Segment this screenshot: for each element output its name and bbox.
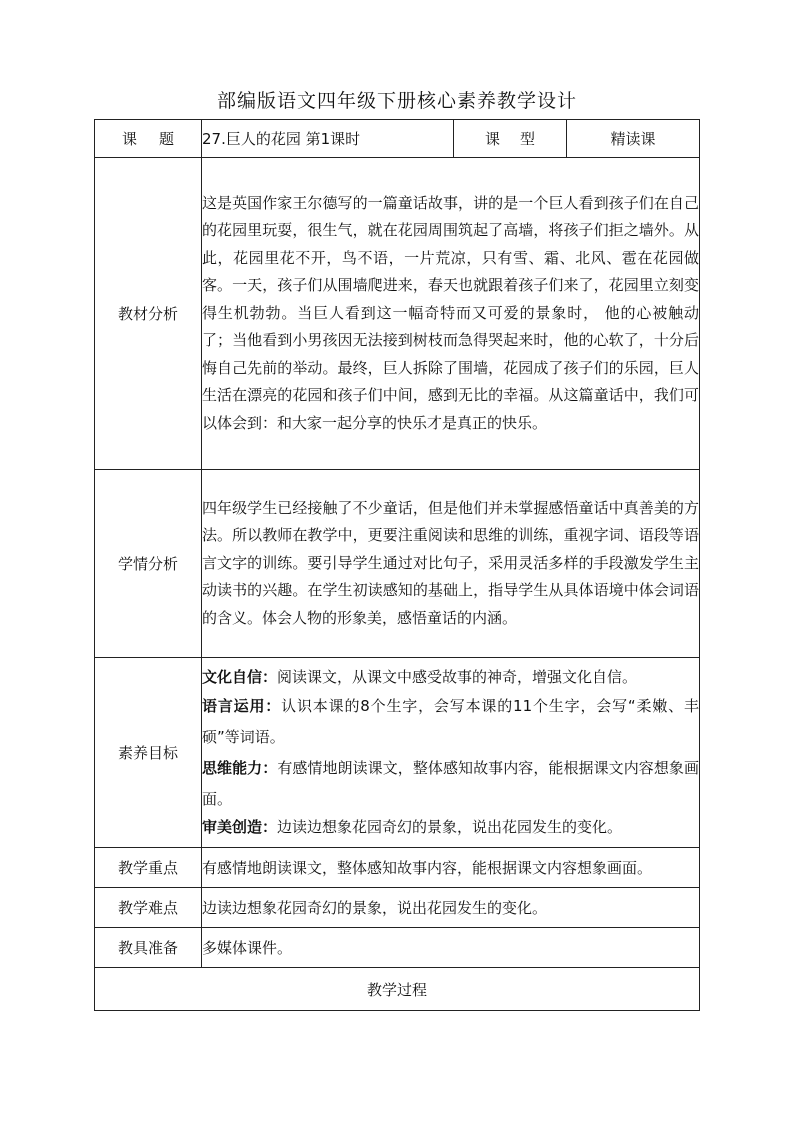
difficulty-row	[95, 888, 700, 928]
key-point-text: 有感情地朗读课文，整体感知故事内容，能根据课文内容想象画面。	[202, 848, 700, 888]
type-label: 课型	[454, 120, 567, 158]
tools-text: 多媒体课件。	[202, 928, 700, 968]
goal-item-language: 语言运用：认识本课的8个生字，会写本课的11个生字，会写“柔嫩、丰硕”等词语。	[202, 696, 699, 746]
goal-item-thinking: 思维能力：有感情地朗读课文，整体感知故事内容，能根据课文内容想象画面。	[202, 758, 699, 808]
document-title: 部编版语文四年级下册核心素养教学设计	[216, 90, 577, 112]
tools-row	[95, 928, 700, 968]
goal-item-aesthetic: 审美创造：边读边想象花园奇幻的景象，说出花园发生的变化。	[202, 817, 623, 836]
difficulty-label: 教学难点	[95, 888, 202, 928]
key-point-label: 教学重点	[95, 848, 202, 888]
goals-label: 素养目标	[95, 658, 202, 848]
goals-list	[202, 658, 700, 848]
header-row	[95, 120, 700, 158]
goals-row	[95, 658, 700, 848]
goal-item-culture: 文化自信：阅读课文，从课文中感受故事的神奇，增强文化自信。	[202, 668, 638, 686]
key-point-row	[95, 848, 700, 888]
student-analysis-label: 学情分析	[95, 470, 202, 658]
tools-label: 教具准备	[95, 928, 202, 968]
topic-label: 课题	[95, 120, 202, 158]
type-value: 精读课	[567, 120, 700, 158]
student-analysis-text: 四年级学生已经接触了不少童话，但是他们并未掌握感悟童话中真善美的方法。所以教师在教学中，更要注重阅读和思维的训练，重视字词、语段等语言文字的训练。要引导学生通过对比句子，采用灵活多样的手段激发学生主动读书的兴趣。在学生初读感知的基础上，指导学生从具体语境中体会词语的含义。体会人物的形象美，感悟童话的内涵。	[202, 470, 700, 658]
material-analysis-text: 这是英国作家王尔德写的一篇童话故事，讲的是一个巨人看到孩子们在自己的花园里玩耍，很生气，就在花园周围筑起了高墙，将孩子们拒之墙外。从此，花园里花不开，鸟不语，一片荒凉，只有雪、霜、北风、雹在花园做客。一天，孩子们从围墙爬进来，春天也就跟着孩子们来了，花园里立刻变得生机勃勃。当巨人看到这一幅奇特而又可爱的景象时， 他的心被触动了；当他看到小男孩因无法接到树枝而急得哭起来时，他的心软了，十分后悔自己先前的举动。最终，巨人拆除了围墙，花园成了孩子们的乐园，巨人生活在漂亮的花园和孩子们中间，感到无比的幸福。从这篇童话中，我们可以体会到：和大家一起分享的快乐才是真正的快乐。	[202, 158, 700, 470]
material-analysis-row	[95, 158, 700, 470]
lesson-plan-table	[94, 119, 700, 1011]
student-analysis-row	[95, 470, 700, 658]
material-analysis-label: 教材分析	[95, 158, 202, 470]
process-heading-row	[95, 968, 700, 1011]
topic-value: 27.巨人的花园 第1课时	[202, 120, 454, 158]
process-heading: 教学过程	[95, 968, 700, 1011]
difficulty-text: 边读边想象花园奇幻的景象，说出花园发生的变化。	[202, 888, 700, 928]
